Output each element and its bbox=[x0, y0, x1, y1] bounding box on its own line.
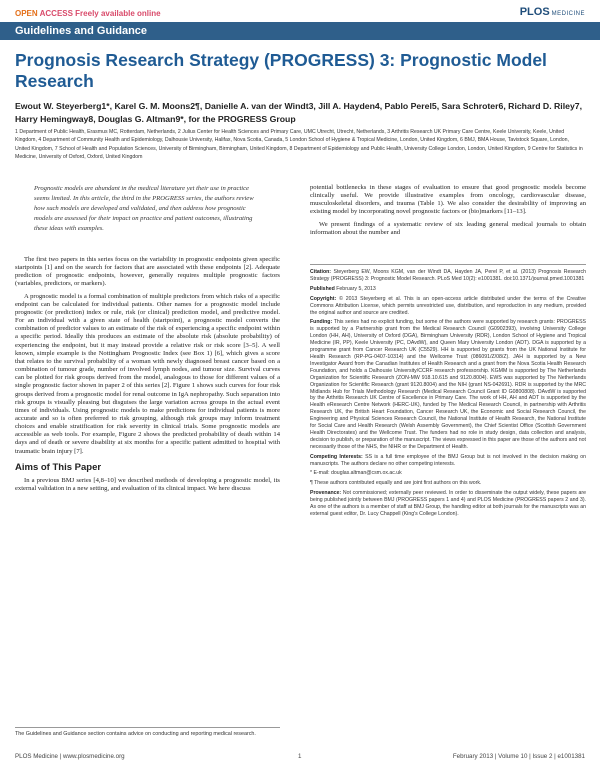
open-access-text: ACCESS Freely available online bbox=[39, 9, 161, 18]
published-date: February 5, 2013 bbox=[336, 285, 376, 292]
article-metadata bbox=[310, 264, 586, 521]
open-access-label bbox=[15, 9, 161, 18]
copyright-label: Copyright: bbox=[310, 295, 337, 302]
section-banner bbox=[0, 22, 600, 40]
corresponding-email[interactable]: * E-mail: douglas.altman@csm.ox.ac.uk bbox=[310, 470, 402, 477]
body-paragraph: In a previous BMJ series [4,8–10] we described methods of developing a prognostic model, its external validation in a new setting, and evaluation of its clinical impact. We here discuss bbox=[15, 476, 280, 493]
published-label: Published bbox=[310, 285, 335, 292]
competing-label: Competing Interests: bbox=[310, 453, 363, 460]
page-footer bbox=[15, 753, 585, 760]
abstract: Prognostic models are abundant in the medical literature yet their use in practice seems limited. In this article, the third in the PROGRESS series, the authors review how such models are developed and validated, and then address how prognostic models are assessed for their impact on practice and patient outcomes, illustrating these ideas with examples. bbox=[34, 185, 254, 232]
right-column bbox=[310, 184, 586, 241]
copyright-text: © 2013 Steyerberg et al. This is an open-access article distributed under the terms of the Creative Commons Attribution License, which permits unrestricted use, distribution, and reproduction in any medium, provided the original author and source are credited. bbox=[310, 295, 586, 316]
left-column bbox=[15, 256, 280, 497]
equal-contribution: ¶ These authors contributed equally and are joint first authors on this work. bbox=[310, 480, 482, 487]
journal-logo[interactable] bbox=[520, 6, 585, 18]
section-footnote bbox=[15, 727, 280, 738]
body-paragraph: We present findings of a systematic review of six leading general medical journals to obtain information about the number and bbox=[310, 220, 586, 236]
page-number: 1 bbox=[298, 753, 302, 760]
competing-interests bbox=[310, 454, 586, 468]
citation-label: Citation: bbox=[310, 269, 332, 275]
competing-text: SS is a full time employee of the BMJ Group but is not involved in the decision making on manuscripts. The authors declare no other competing interests. bbox=[310, 453, 586, 467]
body-paragraph: potential bottlenecks in these stages of evaluation to ensure that good prognostic models become clinically useful. We provide illustrative examples from oncology, cardiovascular disease, musculoskeletal disorders, and trauma (Table 1). We also consider the desirability of improving an existing model by incorporating novel prognostic factors or (bio)markers [11–13]. bbox=[310, 184, 586, 216]
journal-logo-sub: MEDICINE bbox=[551, 11, 585, 17]
article-title: Prognosis Research Strategy (PROGRESS) 3: Prognostic Model Research bbox=[15, 50, 547, 91]
citation bbox=[310, 269, 586, 283]
provenance-label: Provenance: bbox=[310, 490, 342, 497]
footer-journal[interactable]: PLOS Medicine | www.plosmedicine.org bbox=[15, 753, 125, 760]
footnote-text: The Guidelines and Guidance section contains advice on conducting and reporting medical research. bbox=[15, 731, 256, 737]
footer-issue: February 2013 | Volume 10 | Issue 2 | e1001381 bbox=[452, 753, 585, 760]
section-title: Guidelines and Guidance bbox=[15, 25, 148, 37]
provenance bbox=[310, 490, 586, 518]
body-paragraph: A prognostic model is a formal combination of multiple predictors from which risks of a specific endpoint can be calculated for individual patients. Other names for a prognostic model include prognostic (or prediction) index or rule, risk (or clinical) prediction model, and predictive model. For an individual with a given state of health (startpoint), a prognostic model converts the combination of predictor values to an estimate of the risk of experiencing a specific endpoint within a specific period. Ideally this produces an estimate of the absolute risk (absolute probability) of experiencing the endpoint, but it may instead provide a relative risk or risk score [3–5]. A well known, simple example is the Nottingham Prognostic Index (see Box 1) [6], which gives a score that relates to the survival probability of a woman with newly diagnosed breast cancer based on a combination of tumour grade, number of involved lymph nodes, and tumour size. Survival curves can be plotted for risk groups derived from the model, analogous to those for different values of a single prognostic factor shown in paper 2 of this series [2]. Figure 1 shows such curves for four risk groups derived from a prognostic model for renal outcome in IgA nephropathy. Such separation into risk groups is visually pleasing but disguises the large variation across groups in the actual event times of individuals. Using prognostic models to make predictions for individual patients is more accurate and so is often preferred to risk grouping, although risk groups may inform treatment choices and enable stratification for risk severity in clinical trials. Some prognostic models are accessible as web tools. For example, Figure 2 shows the predicted probability of death within 14 days and of death or severe disability at six months for a specific patient admitted to hospital with traumatic brain injury [7]. bbox=[15, 292, 280, 455]
section-heading: Aims of This Paper bbox=[15, 461, 102, 473]
copyright bbox=[310, 296, 586, 317]
divider bbox=[310, 264, 586, 265]
divider bbox=[15, 727, 280, 728]
funding-text: This series had no explicit funding, but some of the authors were supported by research grants: PROGRESS is supported by a Partnership grant from the Medical Research Council (G0902393), involving University College London (HH, AH), University of Oxford (DGA), Birmingham University (RDR), London School of Hygiene and Tropical Medicine (IR, PP), Keele University (PC, DAvdW), and Queen Mary University London (ADT). DGA is supported by a programme grant from Cancer Research UK (C5529). HH is supported by grants from the UK National Institute for Health Research (RP-PG-0407-10314) and the Wellcome Trust (086091/Z/08/Z). JAH is supported by a New Investigator Award from the Canadian Institutes of Health Research and a grant from the Nova Scotia Health Research Foundation, and holds a Dalhousie University/CCRF research professorship. KGMM is supported by The Netherlands Organization for Scientific Research (ZON-MW 918.10.615 and 9120.8004). EWS was supported by The Netherlands Organization for Scientific Research (grant 9120.8004) and the NIH (grant NS-042691). RDR is supported by the MRC Midlands Hub for Trials Methodology Research (Medical Research Council Grant ID G0800808). DAvdW is supported by the Arthritis Research UK Centre of Excellence in Primary Care. The work of HH, AH and ADT is supported by the Health eResearch Centre Network (HERC-UK), funded by The Medical Research Council, in partnership with Arthritis Research UK, the British Heart Foundation, Cancer Research UK, the Economic and Social Research Council, the Engineering and Physical Sciences Research Council, the National Institute of Health Research, the National Institute for Social Care and Health Research (Welsh Assembly Government), the Chief Scientist Office (Scottish Government Health Directorates) and the Wellcome Trust. The funders had no role in study design, data collection and analysis, decision to publish, or preparation of the manuscript. The views expressed in this paper are those of the authors and not necessarily those of the NHS, the NIHR or the Department of Health. bbox=[310, 319, 586, 450]
published bbox=[310, 286, 586, 293]
citation-text: Steyerberg EW, Moons KGM, van der Windt DA, Hayden JA, Perel P, et al. (2013) Prognosis Research Strategy (PROGRESS) 3: Prognostic Model Research. PLoS Med 10(2): e1001381. doi:10.1371/journal.pmed.1001381 bbox=[310, 269, 586, 282]
journal-logo-text: PLOS bbox=[519, 6, 550, 18]
provenance-text: Not commissioned; externally peer reviewed. In order to disseminate the output widely, these papers are being published jointly between BMJ (PROGRESS papers 1 and 4) and PLOS Medicine (PROGRESS papers 2 and 3). As one of the authors is a member of staff at BMJ Group, the handling editor at both journals for the manuscripts was an external guest editor, Dr. Lucy Chappell (King's College London). bbox=[310, 490, 586, 517]
affiliations: 1 Department of Public Health, Erasmus MC, Rotterdam, Netherlands, 2 Julius Center for Health Sciences and Primary Care, UMC Utrecht, Utrecht, Netherlands, 3 Arthritis Research UK Primary Care Centre, Keele University, Keele, United Kingdom, 4 Department of Community Health and Epidemiology, Dalhousie University, Halifax, Nova Scotia, Canada, 5 London School of Hygiene & Tropical Medicine, London, United Kingdom, 6 BMJ, BMA House, Tavistock Square, London, United Kingdom, 7 School of Health and Population Sciences, University of Birmingham, Birmingham, United Kingdom, 8 Department of Epidemiology and Public Health, University College London, London, United Kingdom, 9 Centre for Statistics in Medicine, University of Oxford, Oxford, United Kingdom bbox=[15, 129, 583, 160]
author-list: Ewout W. Steyerberg1*, Karel G. M. Moons2¶, Danielle A. van der Windt3, Jill A. Hayden4, Pablo Perel5, Sara Schroter6, Richard D. Riley7, Harry Hemingway8, Douglas G. Altman9*, for the PROGRESS Group bbox=[15, 101, 583, 124]
body-paragraph: The first two papers in this series focus on the variability in prognostic endpoints given specific startpoints [1] and on the search for factors that are associated with these endpoints [2]. Adequate prediction of prognostic endpoints, however, generally requires multiple prognostic factors (variables, predictors, or markers). bbox=[15, 256, 280, 288]
funding-label: Funding: bbox=[310, 319, 333, 326]
funding bbox=[310, 319, 586, 450]
open-access-mark: OPEN bbox=[15, 9, 38, 18]
